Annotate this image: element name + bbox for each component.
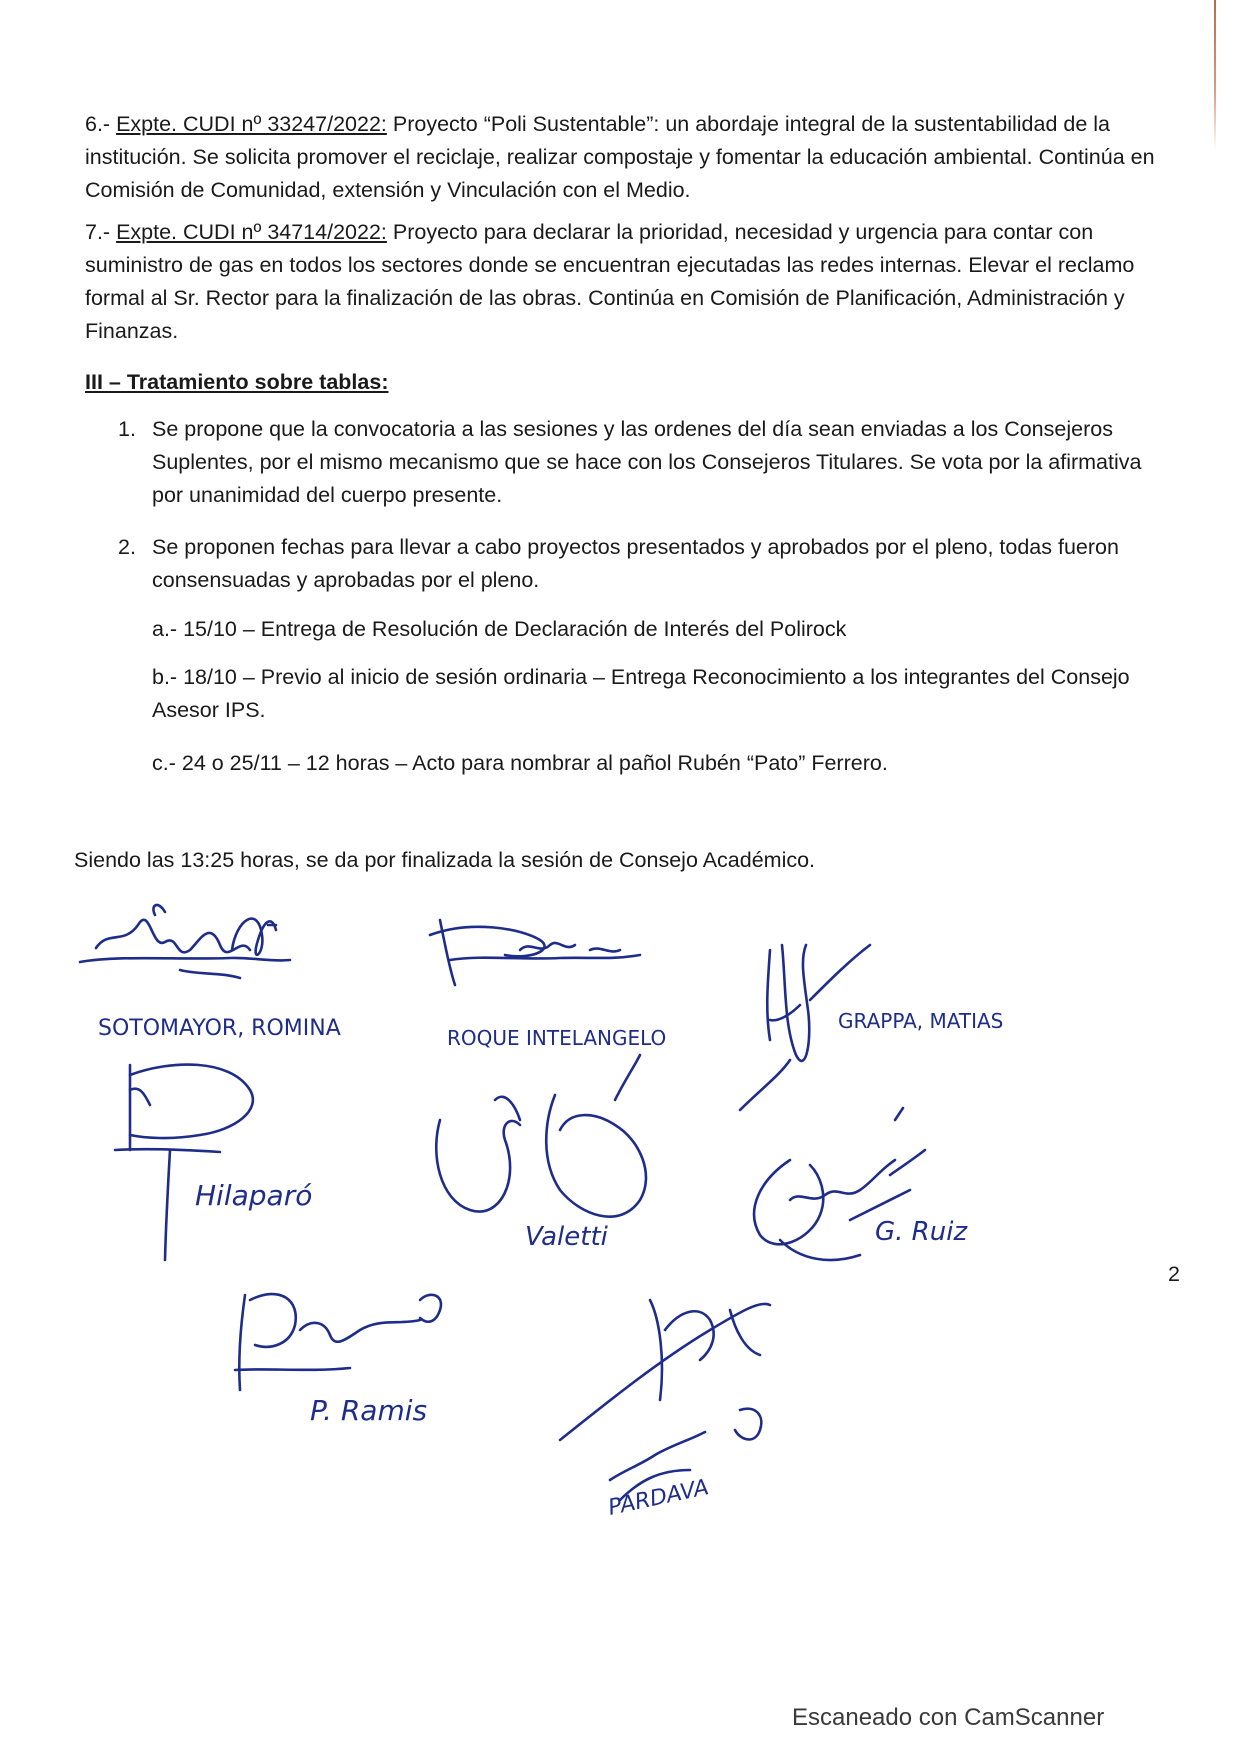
sub-item-b: b.- 18/10 – Previo al inicio de sesión ordinaria – Entrega Reconocimiento a los integrantes del Consejo Asesor IPS. — [152, 665, 1130, 722]
signature-caption-pardava: PARDAVA — [606, 1475, 712, 1521]
item-text: Proyecto para declarar la prioridad, necesidad y urgencia para contar con suministro de gas en todos los sectores donde se encuentran ejecutadas las redes internas. Elevar el reclamo formal al Sr. Rector para la finalización de las obras. Continúa en Comisión de Planificación, Administración y Finanzas. — [85, 220, 1135, 343]
item-text: Se propone que la convocatoria a las sesiones y las ordenes del día sean enviadas a los Consejeros Suplentes, por el mismo mecanismo que se hace con los Consejeros Titulares. Se vota por la afirmativa por unanimidad del cuerpo presente. — [152, 417, 1142, 507]
closing-statement: Siendo las 13:25 horas, se da por finalizada la sesión de Consejo Académico. — [74, 848, 816, 872]
item-text: Se proponen fechas para llevar a cabo proyectos presentados y aprobados por el pleno, todas fueron consensuadas y aprobadas por el pleno. — [152, 535, 1119, 592]
item-number: 6.- — [85, 112, 111, 136]
expte-reference: Expte. CUDI nº 33247/2022: — [116, 112, 387, 136]
item-number: 1. — [118, 417, 136, 441]
signature-ramis — [235, 1294, 441, 1390]
expte-reference: Expte. CUDI nº 34714/2022: — [116, 220, 387, 244]
signature-caption-valetti: Valetti — [525, 1222, 608, 1252]
sub-item-c: c.- 24 o 25/11 – 12 horas – Acto para nombrar al pañol Rubén “Pato” Ferrero. — [152, 751, 888, 775]
item-number: 7.- — [85, 220, 111, 244]
item-number: 2. — [118, 535, 136, 559]
signature-roque — [430, 920, 640, 985]
signature-caption-sotomayor: SOTOMAYOR, ROMINA — [98, 1016, 341, 1041]
scanner-footer: Escaneado con CamScanner — [792, 1704, 1105, 1731]
signature-caption-hilaparo: Hilaparó — [195, 1179, 313, 1212]
signature-sotomayor — [80, 905, 290, 978]
signature-pardava — [560, 1300, 770, 1500]
signature-caption-ruiz: G. Ruiz — [875, 1217, 968, 1247]
signature-hilaparo — [115, 1065, 253, 1260]
item-text: Proyecto “Poli Sustentable”: un abordaje integral de la sustentabilidad de la institución. Se solicita promover el reciclaje, realizar compostaje y fomentar la educación ambiental. Continúa en Comisión de Comunidad, extensión y Vinculación con el Medio. — [85, 112, 1155, 202]
signature-caption-grappa: GRAPPA, MATIAS — [838, 1009, 1004, 1033]
signature-valetti — [436, 1055, 646, 1217]
page-number: 2 — [1168, 1262, 1180, 1286]
section-heading: III – Tratamiento sobre tablas: — [85, 370, 389, 394]
signature-caption-roque: ROQUE INTELANGELO — [447, 1026, 667, 1050]
sub-item-a: a.- 15/10 – Entrega de Resolución de Declaración de Interés del Polirock — [152, 617, 847, 641]
signature-caption-ramis: P. Ramis — [310, 1394, 428, 1427]
